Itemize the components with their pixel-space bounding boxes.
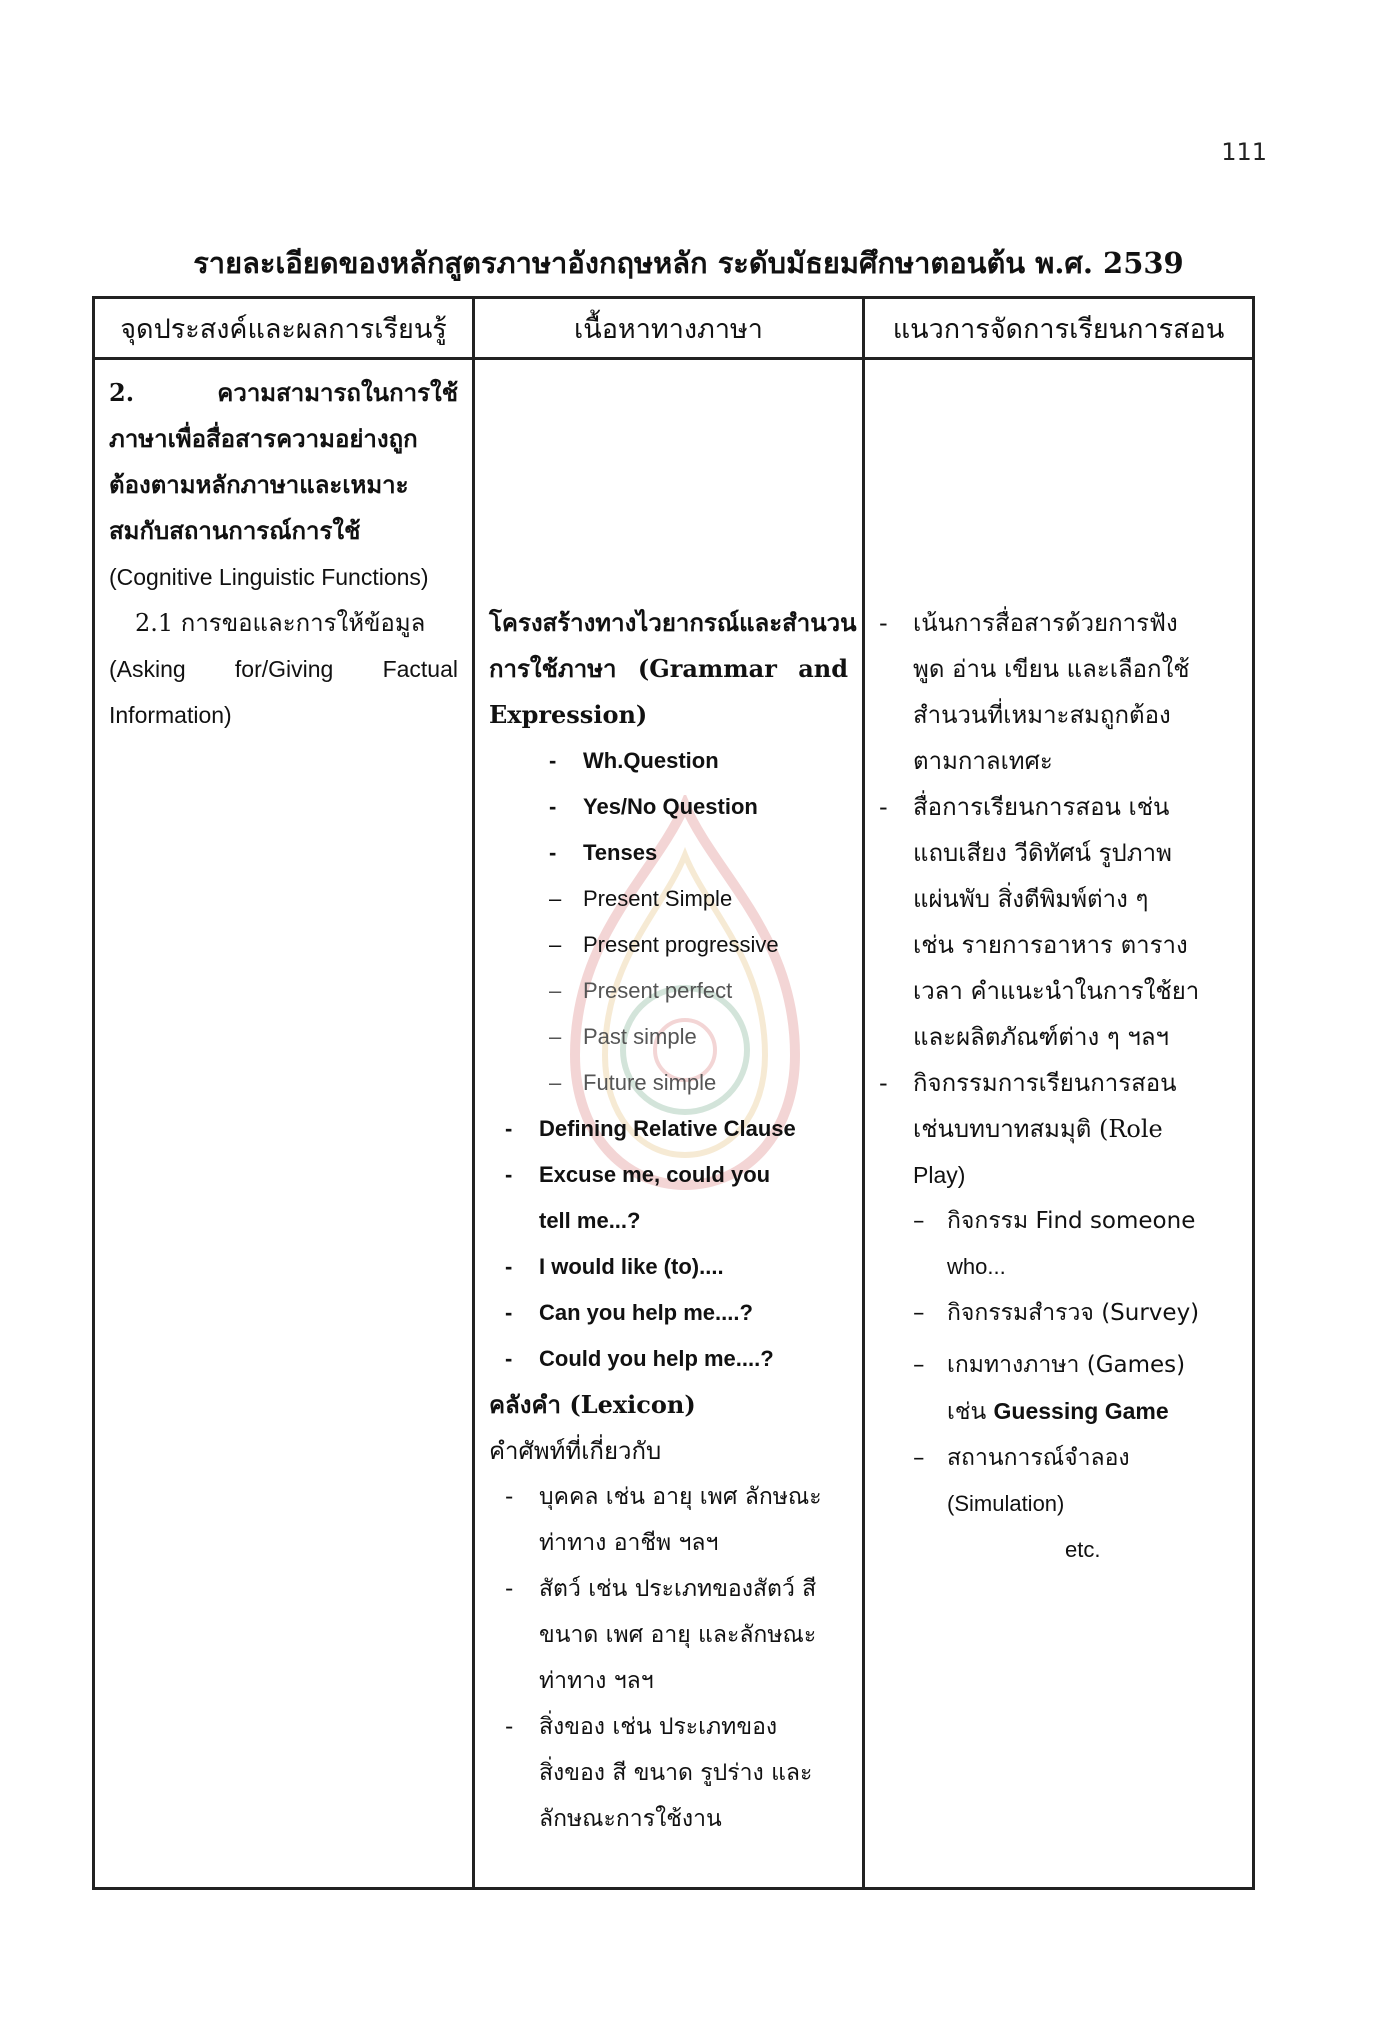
activity-subpoint: – เกมทางภาษา (Games) xyxy=(913,1352,1186,1378)
activity-subpoint: – กิจกรรมสำรวจ (Survey) xyxy=(913,1300,1200,1326)
section-heading-line: 2. ความสามารถในการใช้ xyxy=(109,378,458,407)
page-number: 111 xyxy=(1221,138,1267,166)
section-heading-line: สมกับสถานการณ์การใช้ xyxy=(109,516,361,545)
lexicon-item-continued: ขนาด เพศ อายุ และลักษณะ xyxy=(539,1622,817,1648)
lexicon-item-continued: ลักษณะการใช้งาน xyxy=(539,1806,722,1832)
approach-point-continued: สำนวนที่เหมาะสมถูกต้อง xyxy=(913,701,1171,729)
header-language-content: เนื้อหาทางภาษา xyxy=(474,298,864,359)
grammar-item: - Tenses xyxy=(549,840,658,865)
lexicon-intro: คำศัพท์ที่เกี่ยวกับ xyxy=(489,1437,662,1465)
approach-point-continued: แถบเสียง วีดิทัศน์ รูปภาพ xyxy=(913,839,1172,867)
grammar-item: - Wh.Question xyxy=(549,748,719,773)
subsection-english-line: (Asking for/Giving Factual xyxy=(109,656,458,682)
section-english-title: (Cognitive Linguistic Functions) xyxy=(109,564,429,590)
expression-item: - Can you help me....? xyxy=(505,1300,753,1325)
lexicon-item: - สัตว์ เช่น ประเภทของสัตว์ สี xyxy=(505,1576,817,1602)
approach-point-continued: เช่นบทบาทสมมุติ (Role xyxy=(913,1115,1163,1143)
tense-item: – Present progressive xyxy=(549,932,779,957)
curriculum-table xyxy=(92,296,1255,1890)
approach-point-continued: เช่น รายการอาหาร ตาราง xyxy=(913,931,1188,959)
lexicon-heading: คลังคำ (Lexicon) xyxy=(489,1390,696,1419)
tense-item: – Present perfect xyxy=(549,978,733,1003)
expression-item: - Defining Relative Clause xyxy=(505,1116,796,1141)
subsection-english-line: Information) xyxy=(109,702,232,728)
approach-point-continued: ตามกาลเทศะ xyxy=(913,747,1053,775)
activity-subpoint-continued: (Simulation) xyxy=(947,1491,1065,1516)
grammar-heading-line: การใช้ภาษา (Grammar and xyxy=(489,654,848,683)
approach-point-continued: เวลา คำแนะนำในการใช้ยา xyxy=(913,977,1200,1005)
tense-item: – Past simple xyxy=(549,1024,697,1049)
header-objectives: จุดประสงค์และผลการเรียนรู้ xyxy=(94,298,474,359)
header-teaching-approach: แนวการจัดการเรียนการสอน xyxy=(864,298,1254,359)
lexicon-item-continued: ท่าทาง ฯลฯ xyxy=(539,1668,654,1694)
expression-item: - Excuse me, could you xyxy=(505,1162,771,1187)
lexicon-item-continued: ท่าทาง อาชีพ ฯลฯ xyxy=(539,1530,719,1556)
lexicon-item-continued: สิ่งของ สี ขนาด รูปร่าง และ xyxy=(539,1760,813,1786)
etc-label: etc. xyxy=(1065,1537,1101,1562)
activity-subpoint: – สถานการณ์จำลอง xyxy=(913,1445,1130,1471)
document-title: รายละเอียดของหลักสูตรภาษาอังกฤษหลัก ระดับมัธยมศึกษาตอนต้น พ.ศ. 2539 xyxy=(193,246,1184,280)
language-content-cell xyxy=(474,359,864,1889)
lexicon-item: - สิ่งของ เช่น ประเภทของ xyxy=(505,1714,778,1740)
subsection-title: 2.1 การขอและการให้ข้อมูล xyxy=(135,609,426,637)
approach-point: - สื่อการเรียนการสอน เช่น xyxy=(879,793,1170,821)
teaching-approach-cell xyxy=(864,359,1254,1889)
lexicon-item: - บุคคล เช่น อายุ เพศ ลักษณะ xyxy=(505,1484,822,1510)
grammar-item: - Yes/No Question xyxy=(549,794,758,819)
tense-item: – Present Simple xyxy=(549,886,733,911)
tense-item: – Future simple xyxy=(549,1070,717,1095)
objectives-cell xyxy=(94,359,474,1889)
expression-item: - Could you help me....? xyxy=(505,1346,774,1371)
approach-point: - กิจกรรมการเรียนการสอน xyxy=(879,1069,1177,1097)
activity-subpoint-continued: เช่น Guessing Game xyxy=(947,1398,1169,1425)
approach-point-continued: Play) xyxy=(913,1162,966,1188)
activity-subpoint: – กิจกรรม Find someone xyxy=(913,1208,1196,1234)
approach-point-continued: แผ่นพับ สิ่งตีพิมพ์ต่าง ๆ xyxy=(913,885,1149,913)
section-heading-line: ต้องตามหลักภาษาและเหมาะ xyxy=(109,470,409,499)
expression-item-continued: tell me...? xyxy=(539,1208,641,1233)
activity-subpoint-continued: who... xyxy=(947,1254,1006,1279)
approach-point: - เน้นการสื่อสารด้วยการฟัง xyxy=(879,609,1178,637)
grammar-heading-line: Expression) xyxy=(489,700,648,729)
grammar-heading-line: โครงสร้างทางไวยากรณ์และสำนวน xyxy=(489,608,857,637)
approach-point-continued: พูด อ่าน เขียน และเลือกใช้ xyxy=(913,655,1190,683)
expression-item: - I would like (to).... xyxy=(505,1254,724,1279)
section-heading-line: ภาษาเพื่อสื่อสารความอย่างถูก xyxy=(109,424,418,453)
approach-point-continued: และผลิตภัณฑ์ต่าง ๆ ฯลฯ xyxy=(913,1023,1170,1051)
